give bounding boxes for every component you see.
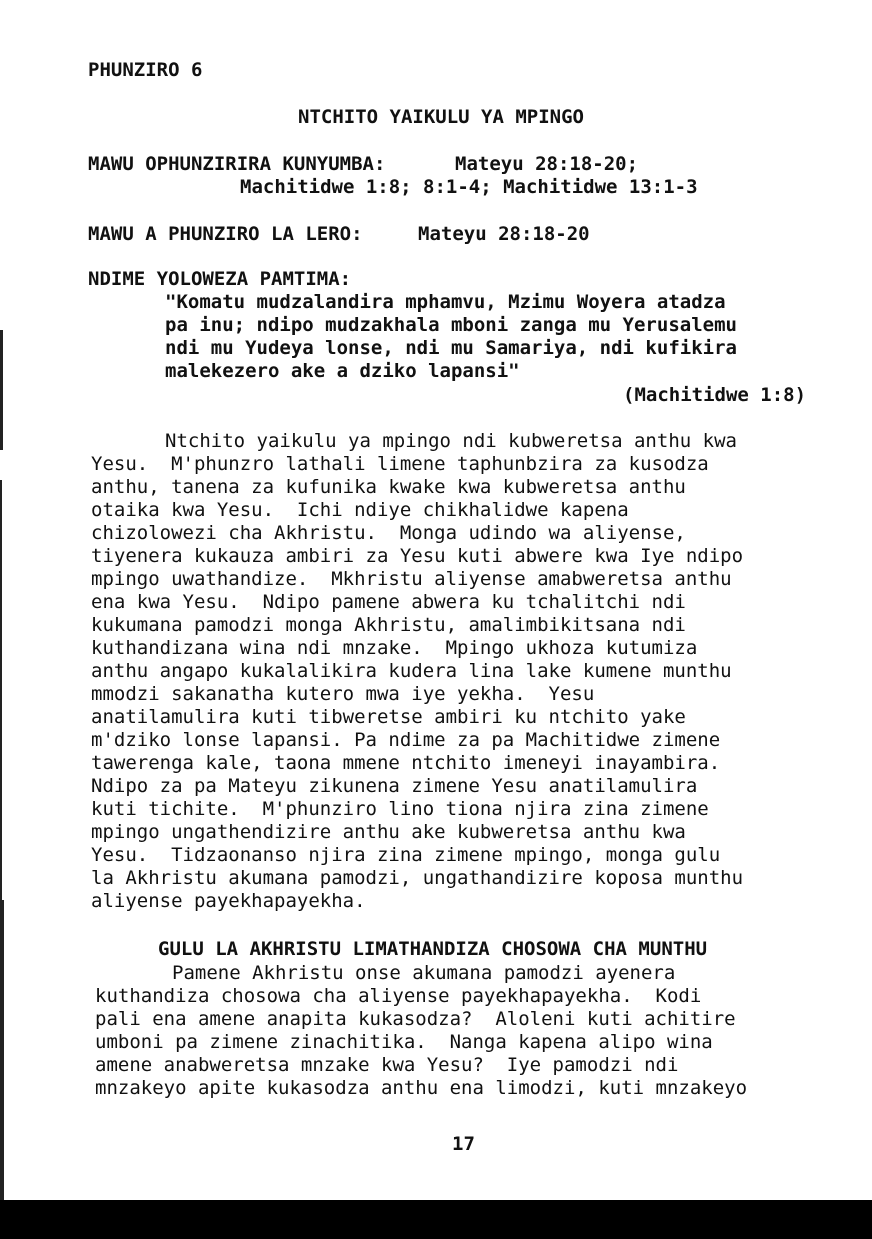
paragraph-line: kuthandizana wina ndi mnzake. Mpingo ukhoza kutumiza (91, 637, 698, 659)
memory-verse-line: malekezero ake a dziko lapansi" (165, 360, 520, 382)
paragraph-line: Yesu. Tidzaonanso njira zina zimene mpingo, monga gulu (91, 844, 721, 866)
lesson-title: NTCHITO YAIKULU YA MPINGO (298, 106, 584, 128)
scan-edge-mark (0, 900, 4, 1200)
section-heading: GULU LA AKHRISTU LIMATHANDIZA CHOSOWA CHA MUNTHU (158, 938, 708, 960)
paragraph-line: umboni pa zimene zinachitika. Nanga kapena alipo wina (95, 1031, 713, 1053)
lesson-text-ref: Mateyu 28:18-20 (418, 223, 590, 245)
paragraph-line: mpingo ungathendizire anthu ake kubweretsa anthu kwa (91, 821, 686, 843)
background-reading-ref-1: Mateyu 28:18-20; (455, 153, 639, 175)
paragraph-line: Yesu. M'phunzro lathali limene taphunbzira za kusodza (91, 453, 709, 475)
paragraph-line: pali ena amene anapita kukasodza? Aloleni kuti achitire (95, 1008, 736, 1030)
paragraph-line: anatilamulira kuti tibweretse ambiri ku ntchito yake (91, 706, 686, 728)
background-reading-ref-2: Machitidwe 1:8; 8:1-4; Machitidwe 13:1-3 (240, 176, 698, 198)
paragraph-line: kuti tichite. M'phunziro lino tiona njira zina zimene (91, 798, 709, 820)
paragraph-line: ena kwa Yesu. Ndipo pamene abwera ku tchalitchi ndi (91, 591, 686, 613)
paragraph-line: la Akhristu akumana pamodzi, ungathandizire koposa munthu (91, 867, 744, 889)
paragraph-line: amene anabweretsa mnzake kwa Yesu? Iye pamodzi ndi (95, 1054, 679, 1076)
scan-edge-mark (0, 480, 2, 900)
lesson-header: PHUNZIRO 6 (88, 59, 203, 81)
memory-verse-reference: (Machitidwe 1:8) (623, 384, 807, 406)
paragraph-line: mmodzi sakanatha kutero mwa iye yekha. Yesu (91, 683, 595, 705)
paragraph-line: anthu angapo kukalalikira kudera lina lake kumene munthu (91, 660, 732, 682)
paragraph-line: mnzakeyo apite kukasodza anthu ena limodzi, kuti mnzakeyo (95, 1077, 748, 1099)
scan-bottom-border (0, 1200, 872, 1239)
memory-verse-line: "Komatu mudzalandira mphamvu, Mzimu Woyera atadza (165, 291, 726, 313)
lesson-text-label: MAWU A PHUNZIRO LA LERO: (88, 223, 363, 245)
paragraph-line: tiyenera kukauza ambiri za Yesu kuti abwere kwa Iye ndipo (91, 545, 744, 567)
memory-verse-label: NDIME YOLOWEZA PAMTIMA: (88, 268, 352, 290)
paragraph-line: anthu, tanena za kufunika kwake kwa kubweretsa anthu (91, 476, 686, 498)
paragraph-line: mpingo uwathandize. Mkhristu aliyense amabweretsa anthu (91, 568, 732, 590)
scan-edge-mark (0, 330, 3, 450)
paragraph-line: chizolowezi cha Akhristu. Monga udindo wa aliyense, (91, 522, 686, 544)
paragraph-line: kuthandiza chosowa cha aliyense payekhapayekha. Kodi (95, 985, 702, 1007)
paragraph-line: Pamene Akhristu onse akumana pamodzi ayenera (172, 962, 676, 984)
memory-verse-line: pa inu; ndipo mudzakhala mboni zanga mu Yerusalemu (165, 314, 737, 336)
paragraph-line: aliyense payekhapayekha. (91, 890, 366, 912)
memory-verse-line: ndi mu Yudeya lonse, ndi mu Samariya, ndi kufikira (165, 337, 737, 359)
paragraph-line: Ndipo za pa Mateyu zikunena zimene Yesu anatilamulira (91, 775, 698, 797)
page-number: 17 (452, 1133, 475, 1155)
paragraph-line: m'dziko lonse lapansi. Pa ndime za pa Machitidwe zimene (91, 729, 721, 751)
paragraph-line: kukumana pamodzi monga Akhristu, amalimbikitsana ndi (91, 614, 686, 636)
paragraph-line: otaika kwa Yesu. Ichi ndiye chikhalidwe kapena (91, 499, 629, 521)
paragraph-line: tawerenga kale, taona mmene ntchito imeneyi inayambira. (91, 752, 721, 774)
paragraph-line: Ntchito yaikulu ya mpingo ndi kubweretsa anthu kwa (165, 430, 737, 452)
background-reading-label: MAWU OPHUNZIRIRA KUNYUMBA: (88, 153, 386, 175)
